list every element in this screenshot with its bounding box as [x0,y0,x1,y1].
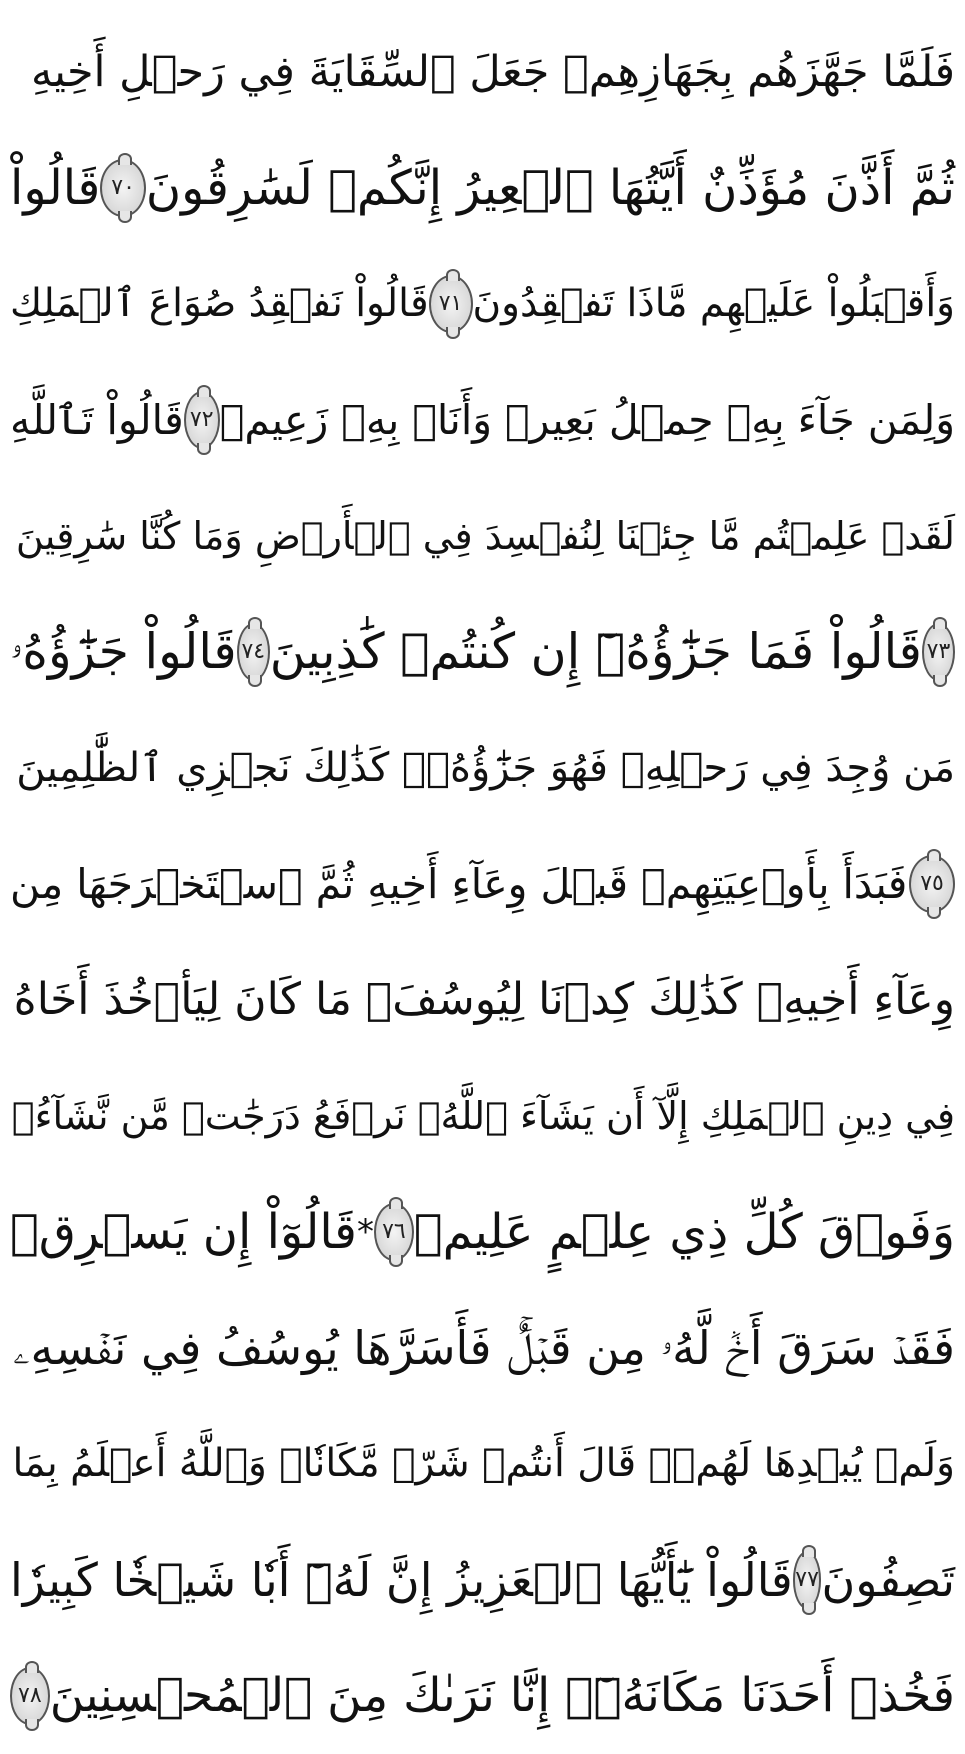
verse-line [10,1058,955,1174]
verse-text: تَصِفُونَ [821,1553,955,1607]
verse-line [10,362,955,478]
verse-line [10,1174,955,1290]
verse-text: لَقَدۡ عَلِمۡتُم مَّا جِئۡنَا لِنُفۡسِدَ فِي ٱلۡأَرۡضِ وَمَا كُنَّا سَٰرِقِينَ [15,514,955,558]
ayah-number-marker: ٧٣ [922,623,955,681]
verse-text: ثُمَّ أَذَّنَ مُؤَذِّنٌ أَيَّتُهَا ٱلۡعِيرُ إِنَّكُمۡ لَسَٰرِقُونَ [145,160,955,216]
verse-line [10,14,955,130]
verse-text: قَالُواْ فَمَا جَزَٰٓؤُهُۥٓ إِن كُنتُمۡ كَٰذِبِينَ [269,623,922,680]
verse-text: فَلَمَّا جَهَّزَهُم بِجَهَازِهِمۡ جَعَلَ ٱلسِّقَايَةَ فِي رَحۡلِ أَخِيهِ [30,47,955,97]
verse-line [10,1638,955,1754]
verse-text: قَالُواْ نَفۡقِدُ صُوَاعَ ٱلۡمَلِكِ [10,281,429,326]
verse-line [10,826,955,942]
ayah-number-marker: ٧٤ [237,623,270,681]
ayah-number-marker: ٧١ [429,275,473,333]
verse-text: مَن وُجِدَ فِي رَحۡلِهِۦ فَهُوَ جَزَٰٓؤُهُۥۚ كَذَٰلِكَ نَجۡزِي ٱلظَّٰلِمِينَ [16,745,955,791]
verse-line [10,478,955,594]
verse-line [10,1290,955,1406]
ayah-number-marker: ٧٠ [100,159,146,217]
verse-text: وَفَوۡقَ كُلِّ ذِي عِلۡمٍ عَلِيمٞ [413,1204,955,1260]
verse-text: وِعَآءِ أَخِيهِۚ كَذَٰلِكَ كِدۡنَا لِيُوسُفَۖ مَا كَانَ لِيَأۡخُذَ أَخَاهُ [13,974,955,1025]
verse-text: وَلَمۡ يُبۡدِهَا لَهُمۡۚ قَالَ أَنتُمۡ شَرّٞ مَّكَانٗاۖ وَٱللَّهُ أَعۡلَمُ بِمَا [12,1441,955,1486]
verse-text: وَلِمَن جَآءَ بِهِۦ حِمۡلُ بَعِيرٖ وَأَنَا۠ بِهِۦ زَعِيمٞ [219,396,955,444]
ayah-number-marker: ٧٧ [793,1551,822,1609]
verse-line [10,1522,955,1638]
verse-text: فَبَدَأَ بِأَوۡعِيَتِهِمۡ قَبۡلَ وِعَآءِ أَخِيهِ ثُمَّ ٱسۡتَخۡرَجَهَا مِن [10,860,908,908]
ayah-number-marker: ٧٥ [909,855,955,913]
ayah-number-marker: ٧٦ [374,1203,414,1261]
verse-line [10,246,955,362]
verse-line [10,942,955,1058]
ayah-number-marker: ٧٢ [184,391,220,449]
verse-text: قَالُواْ [10,160,101,216]
verse-text: قَالُوٓاْ إِن يَسۡرِقۡ [10,1204,357,1260]
ayah-number-marker: ٧٨ [10,1667,50,1725]
verse-text: فَخُذۡ أَحَدَنَا مَكَانَهُۥٓۖ إِنَّا نَرَىٰكَ مِنَ ٱلۡمُحۡسِنِينَ [49,1668,955,1723]
verse-text: وَأَقۡبَلُواْ عَلَيۡهِم مَّاذَا تَفۡقِدُونَ [472,281,955,326]
verse-text: قَالُواْ تَٱللَّهِ [10,396,184,444]
verse-line [10,130,955,246]
hizb-star-icon: * [356,1212,374,1252]
verse-line [10,1406,955,1522]
verse-line [10,710,955,826]
verse-line [10,594,955,710]
verse-text: فَقَدۡ سَرَقَ أَخٞ لَّهُۥ مِن قَبۡلُۚ فَأَسَرَّهَا يُوسُفُ فِي نَفۡسِهِۦ [13,1321,955,1375]
verse-text: فِي دِينِ ٱلۡمَلِكِ إِلَّآ أَن يَشَآءَ ٱللَّهُۚ نَرۡفَعُ دَرَجَٰتٖ مَّن نَّشَآءُۗ [11,1094,955,1138]
verse-text: قَالُواْ جَزَٰٓؤُهُۥ [10,623,237,680]
verse-text: قَالُواْ يَٰٓأَيُّهَا ٱلۡعَزِيزُ إِنَّ لَهُۥٓ أَبٗا شَيۡخٗا كَبِيرٗا [10,1553,793,1607]
